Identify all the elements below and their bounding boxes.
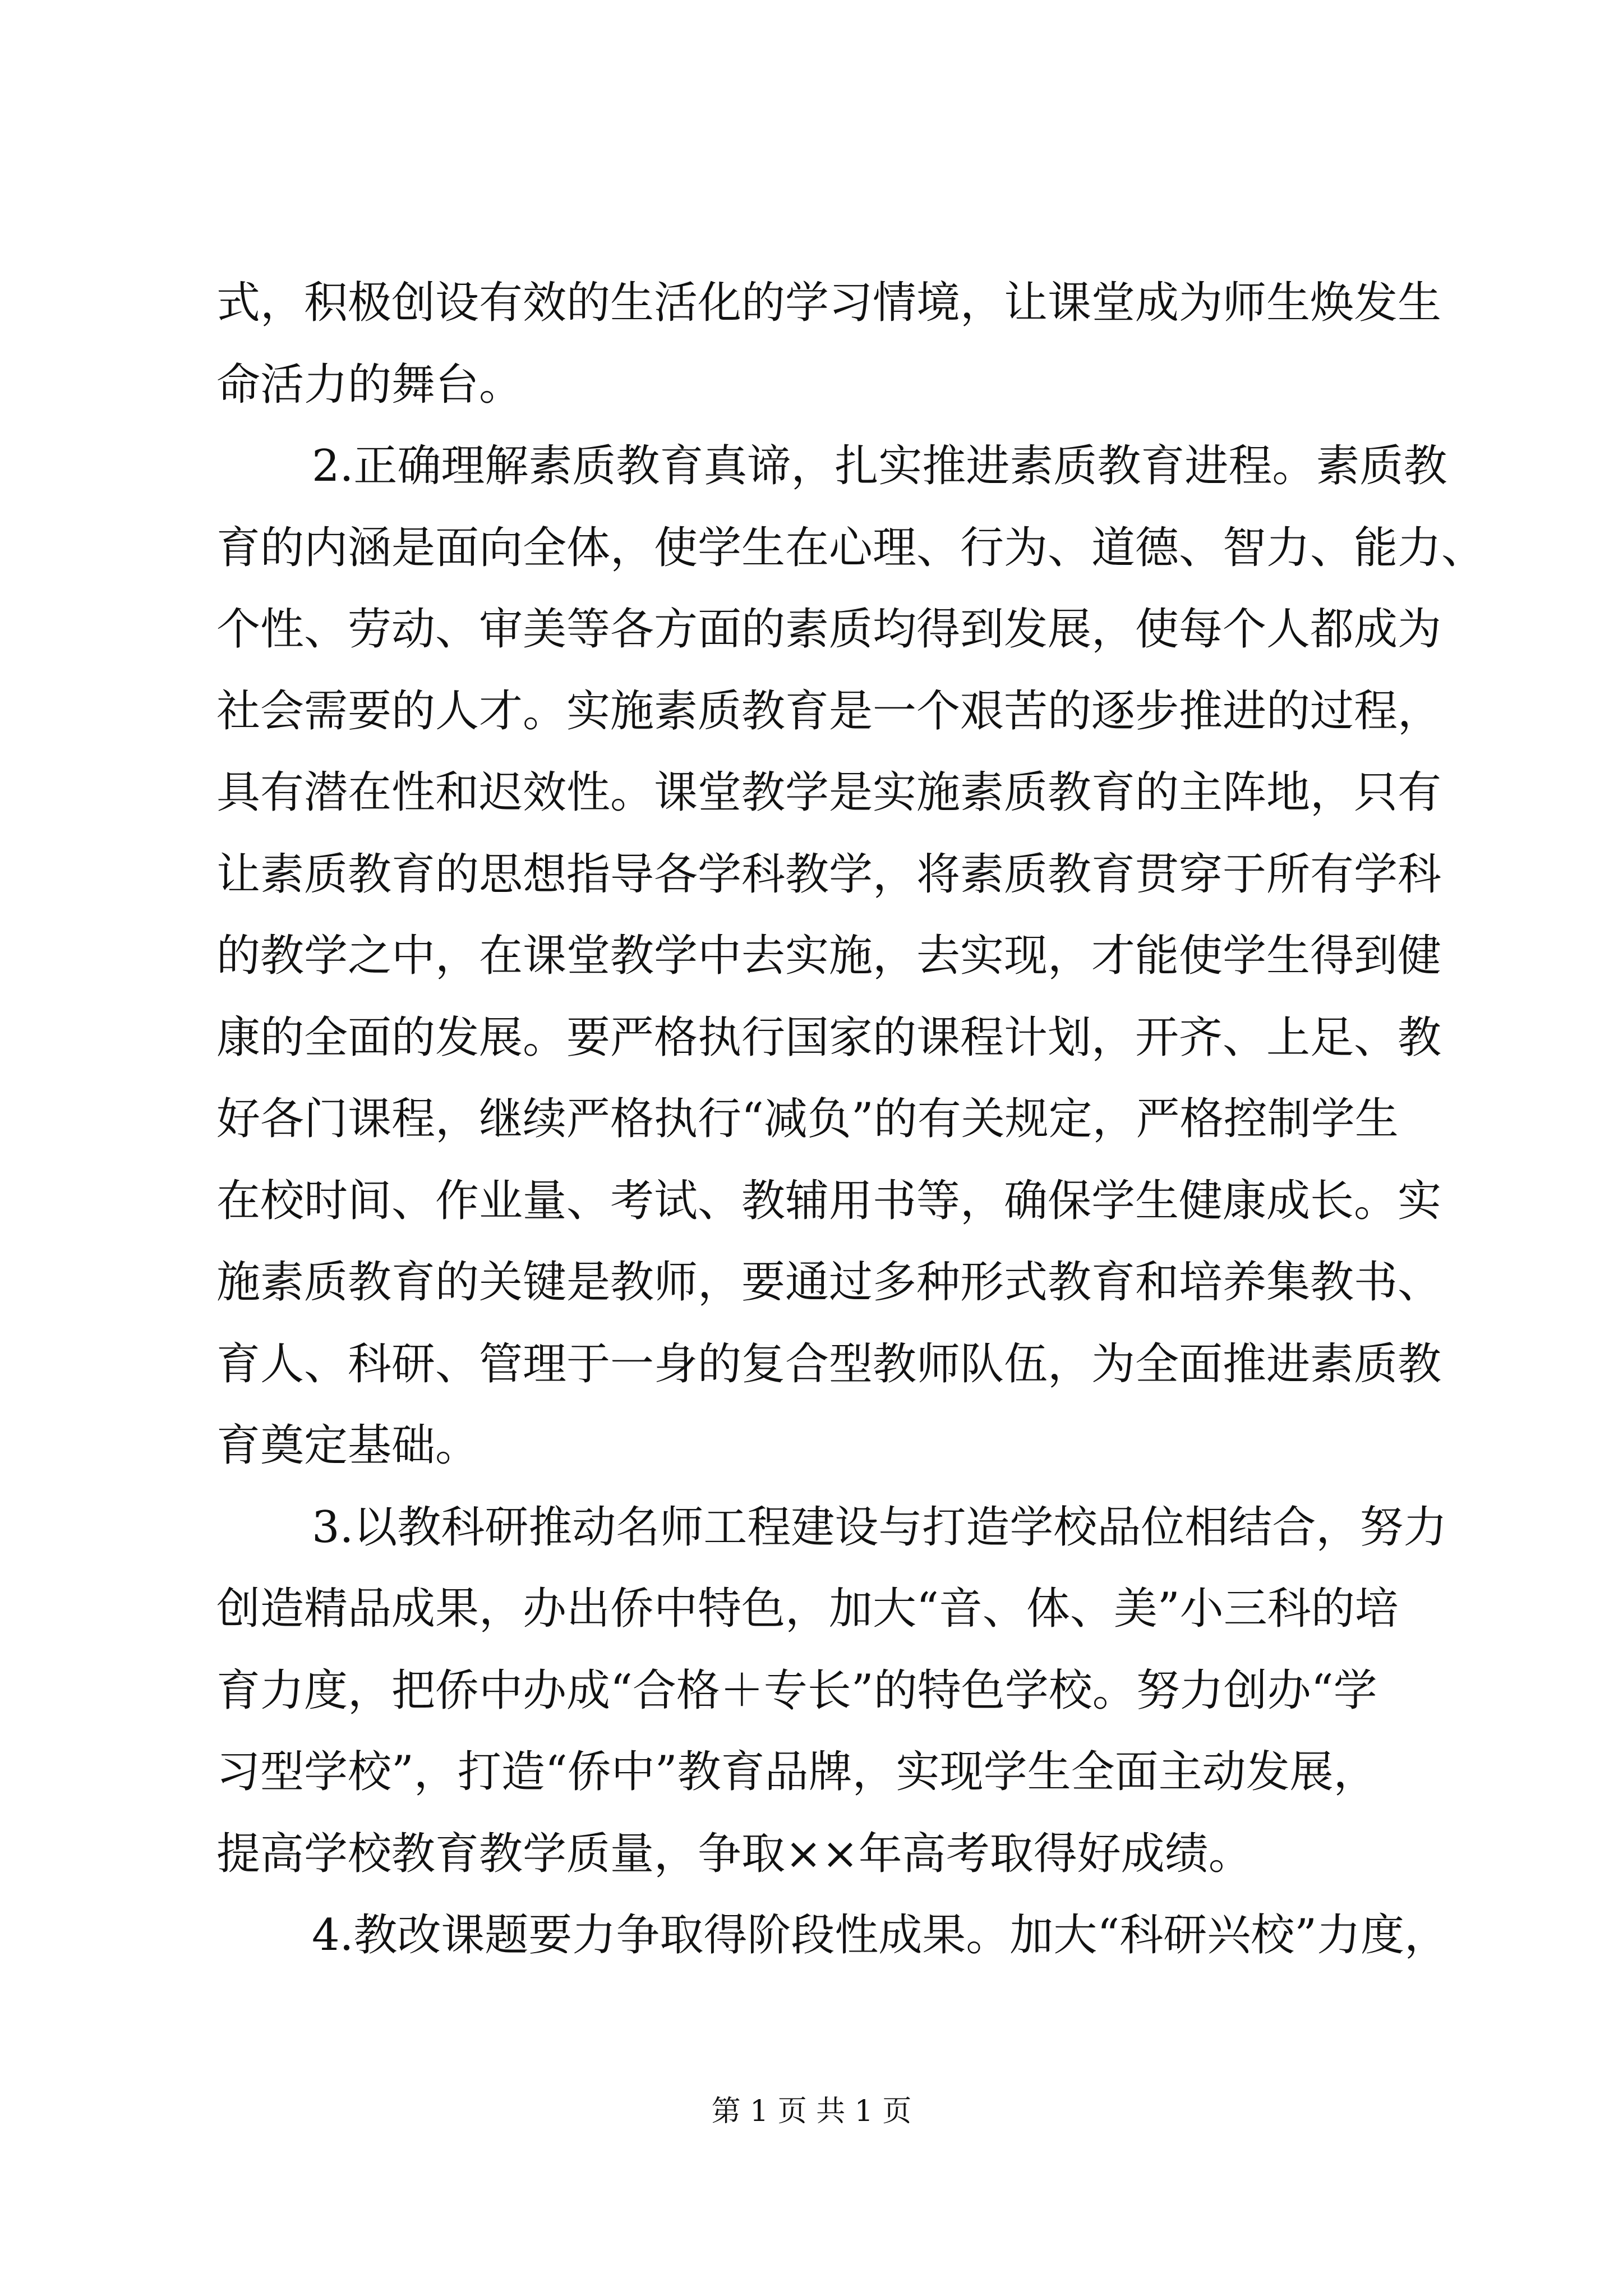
text-line: 具有潜在性和迟效性。课堂教学是实施素质教育的主阵地，只有	[216, 767, 1442, 818]
text-line: 施素质教育的关键是教师，要通过多种形式教育和培养集教书、	[216, 1257, 1442, 1308]
text-line: 让素质教育的思想指导各学科教学，将素质教育贯穿于所有学科	[216, 849, 1442, 900]
text-line: 习型学校”，打造“侨中”教育品牌，实现学生全面主动发展，	[216, 1747, 1377, 1797]
text-line: 创造精品成果，办出侨中特色，加大“音、体、美”小三科的培	[216, 1584, 1399, 1634]
text-line: 康的全面的发展。要严格执行国家的课程计划，开齐、上足、教	[216, 1012, 1442, 1063]
text-line: 育奠定基础。	[216, 1420, 479, 1471]
text-line: 好各门课程，继续严格执行“减负”的有关规定，严格控制学生	[216, 1094, 1399, 1144]
page-footer: 第 1 页 共 1 页	[711, 2095, 912, 2128]
text-line: 育的内涵是面向全体，使学生在心理、行为、道德、智力、能力、	[216, 522, 1486, 573]
text-line: 个性、劳动、审美等各方面的素质均得到发展，使每个人都成为	[216, 604, 1442, 655]
text-line: 提高学校教育教学质量，争取××年高考取得好成绩。	[216, 1828, 1252, 1879]
paragraph-start-line: 3.以教科研推动名师工程建设与打造学校品位相结合，努力	[312, 1502, 1447, 1553]
paragraph-start-line: 4.教改课题要力争取得阶段性成果。加大“科研兴校”力度，	[312, 1910, 1449, 1961]
text-line: 社会需要的人才。实施素质教育是一个艰苦的逐步推进的过程，	[216, 685, 1442, 737]
text-line: 命活力的舞台。	[216, 359, 523, 410]
text-line: 育力度，把侨中办成“合格＋专长”的特色学校。努力创办“学	[216, 1665, 1377, 1716]
document-body	[216, 263, 1486, 1977]
text-line: 育人、科研、管理于一身的复合型教师队伍，为全面推进素质教	[216, 1338, 1442, 1389]
text-line: 的教学之中，在课堂教学中去实施，去实现，才能使学生得到健	[216, 931, 1442, 981]
text-line: 式，积极创设有效的生活化的学习情境，让课堂成为师生焕发生	[216, 278, 1442, 328]
paragraph-start-line: 2.正确理解素质教育真谛，扎实推进素质教育进程。素质教	[312, 441, 1447, 491]
text-line: 在校时间、作业量、考试、教辅用书等，确保学生健康成长。实	[216, 1175, 1442, 1226]
